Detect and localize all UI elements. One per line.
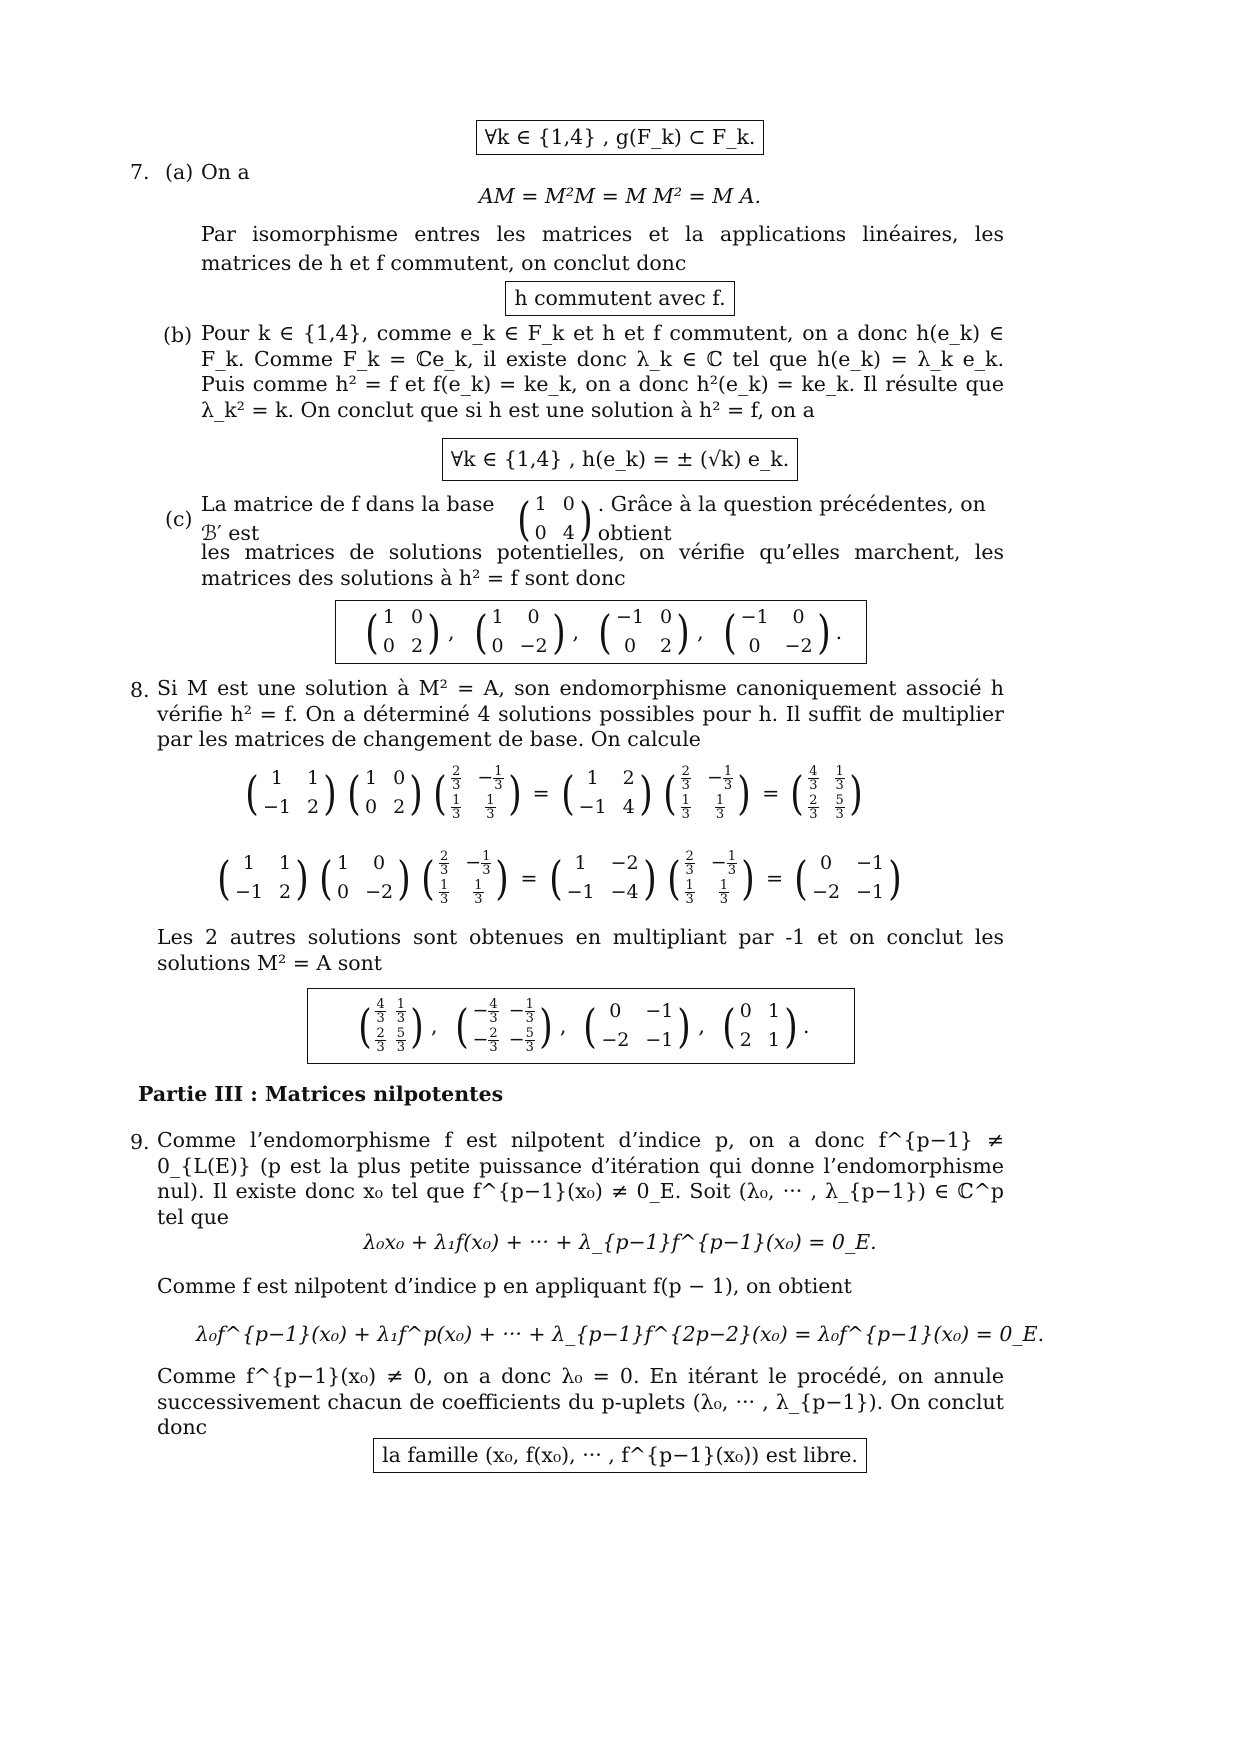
matrix-Pinv: ( $\frac{2}{3}$ − $\frac{1}{3}$ $\frac{1}{3}$ $\frac{1}{3}$ ): [421, 849, 510, 907]
q7c-text1: La matrice de f dans la base ℬ′ est: [201, 492, 495, 545]
q7c-solutions-box: ( 1 0 0 2 ) , ( 1 0 0 −2 ) , ( −1 0 0 2 ) , ( −1 0 0 −2 ) .: [335, 600, 867, 664]
q9-equation-1: λ₀x₀ + λ₁f(x₀) + ··· + λ_{p−1}f^{p−1}(x₀) = 0_E.: [363, 1230, 877, 1254]
q7b-box-wrap: [0, 438, 1240, 481]
q8-product-row-2: ( 1 1 −1 2 ) ( 1 0 0 −2 ) ( $\frac{2}{3}$ − $\frac{1}{3}$ $\frac{1}{3}$ $\frac{1}{3}$ ) = ( 1 −2 −1 −4 ) ( $\frac{2}{3}$ − $\frac{1}{3}$ $\frac{1}{3}$ $\frac{1}{3}$ ) = ( 0 −1 −2 −1 ): [212, 850, 907, 906]
q9-box: la famille (x₀, f(x₀), ··· , f^{p−1}(x₀)) est libre.: [373, 1438, 867, 1473]
matrix-result-1: ( $\frac{4}{3}$ $\frac{1}{3}$ $\frac{2}{3}$ $\frac{5}{3}$ ): [790, 764, 863, 822]
q7a-box-wrap: [0, 281, 1240, 316]
q7c-text2: . Grâce à la question précédentes, on obtient: [597, 492, 986, 545]
q9-text3: Comme f^{p−1}(x₀) ≠ 0, on a donc λ₀ = 0. En itérant le procédé, on annule successivement chacun de coefficients du p-uplets (λ₀, ··· , λ_{p−1}). On conclut donc: [157, 1364, 1004, 1439]
matrix-Pinv: ( $\frac{2}{3}$ − $\frac{1}{3}$ $\frac{1}{3}$ $\frac{1}{3}$ ): [662, 764, 751, 822]
q7a-equation: AM = M²M = M M² = M A.: [478, 184, 762, 208]
q8-product-row-1: ( 1 1 −1 2 ) ( 1 0 0 2 ) ( $\frac{2}{3}$ − $\frac{1}{3}$ $\frac{1}{3}$ $\frac{1}{3}$ ) = ( 1 2 −1 4 ) ( $\frac{2}{3}$ − $\frac{1}{3}$ $\frac{1}{3}$ $\frac{1}{3}$ ) = ( $\frac{4}{3}$ $\frac{1}{3}$ $\frac{2}{3}$ $\frac{5}{3}$ ): [240, 765, 868, 821]
matrix-cell: 0: [534, 522, 547, 544]
q8-solution-2: ( − $\frac{4}{3}$ − $\frac{1}{3}$ − $\frac{2}{3}$ − $\frac{5}{3}$ ): [454, 997, 553, 1055]
q9-equation-2: λ₀f^{p−1}(x₀) + λ₁f^p(x₀) + ··· + λ_{p−1}f^{2p−2}(x₀) = λ₀f^{p−1}(x₀) = 0_E.: [195, 1322, 1045, 1346]
q8-solutions-box: ( $\frac{4}{3}$ $\frac{1}{3}$ $\frac{2}{3}$ $\frac{5}{3}$ ) , ( − $\frac{4}{3}$ − $\frac{1}{3}$ − $\frac{2}{3}$ − $\frac{5}{3}$ ) , ( 0 −1 −2 −1 ) , ( 0 1 2 1 ) .: [307, 988, 855, 1064]
q8-solution-1: ( $\frac{4}{3}$ $\frac{1}{3}$ $\frac{2}{3}$ $\frac{5}{3}$ ): [357, 997, 424, 1055]
matrix-PD: ( 1 2 −1 4 ): [560, 766, 653, 820]
q8-text: Si M est une solution à M² = A, son endomorphisme canoniquement associé h vérifie h² = f. On a déterminé 4 solutions possibles pour h. Il suffit de multiplier par les matrices de changement de base. On calcule: [157, 676, 1004, 751]
q7b-text: Pour k ∈ {1,4}, comme e_k ∈ F_k et h et f commutent, on a donc h(e_k) ∈ F_k. Comme F_k = ℂe_k, il existe donc λ_k ∈ ℂ tel que h(e_k) = λ_k e_k. Puis comme h² = f et f(e_k) = ke_k, on a donc h²(e_k) = ke_k. Il résulte que λ_k² = k. On conclut que si h est une solution à h² = f, on a: [201, 321, 1004, 422]
paren-right: ): [579, 492, 593, 546]
q9-text1: Comme l’endomorphisme f est nilpotent d’indice p, on a donc f^{p−1} ≠ 0_{L(E)} (p est la plus petite puissance d’itération qui donne l’endomorphisme nul). Il existe donc x₀ tel que f^{p−1}(x₀) ≠ 0_E. Soit (λ₀, ··· , λ_{p−1}) ∈ ℂ^p tel que: [157, 1128, 1004, 1229]
top-result-box: ∀k ∈ {1,4} , g(F_k) ⊂ F_k.: [476, 120, 765, 155]
matrix-grid: [533, 491, 577, 547]
q8-text2: Les 2 autres solutions sont obtenues en multipliant par -1 et on conclut les solutions M² = A sont: [157, 925, 1004, 975]
q7a-intro: On a: [201, 160, 250, 184]
matrix-P: ( 1 1 −1 2 ): [217, 851, 309, 905]
q7a-box: h commutent avec f.: [505, 281, 734, 316]
part3-heading: Partie III : Matrices nilpotentes: [138, 1082, 504, 1106]
matrix-P: ( 1 1 −1 2 ): [245, 766, 337, 820]
matrix-PD: ( 1 −2 −1 −4 ): [548, 851, 657, 905]
q7a-text: Par isomorphisme entres les matrices et la applications linéaires, les matrices de h et f commutent, on conclut donc: [201, 222, 1004, 275]
q7c-solution-4: ( −1 0 0 −2 ): [722, 605, 831, 659]
q9-text2: Comme f est nilpotent d’indice p en appliquant f(p − 1), on obtient: [157, 1274, 852, 1298]
q8-solution-3: ( 0 −1 −2 −1 ): [583, 999, 692, 1053]
q7c-solution-2: ( 1 0 0 −2 ): [473, 605, 566, 659]
q7c-solution-3: ( −1 0 0 2 ): [598, 605, 690, 659]
matrix-D: ( 1 0 0 2 ): [347, 766, 423, 820]
top-result-box-wrap: [0, 120, 1240, 155]
matrix-cell: 1: [534, 493, 547, 515]
matrix-Pinv: ( $\frac{2}{3}$ − $\frac{1}{3}$ $\frac{1}{3}$ $\frac{1}{3}$ ): [433, 764, 522, 822]
q8-solution-4: ( 0 1 2 1 ): [722, 999, 798, 1053]
q7c-text3: les matrices de solutions potentielles, on vérifie qu’elles marchent, les matrices des solutions à h² = f sont donc: [201, 540, 1004, 590]
paren-left: (: [516, 492, 531, 546]
q7c-matrix-f: [515, 491, 595, 547]
q7a-label: (a): [165, 160, 194, 184]
q7-number: 7.: [130, 160, 150, 184]
matrix-D: ( 1 0 0 −2 ): [319, 851, 411, 905]
matrix-cell: 0: [562, 493, 575, 515]
q7c-label: (c): [165, 507, 193, 531]
q9-box-wrap: [0, 1438, 1240, 1473]
matrix-result-2: ( 0 −1 −2 −1 ): [794, 851, 902, 905]
matrix-Pinv: ( $\frac{2}{3}$ − $\frac{1}{3}$ $\frac{1}{3}$ $\frac{1}{3}$ ): [666, 849, 755, 907]
q8-number: 8.: [130, 678, 150, 702]
q9-number: 9.: [130, 1130, 150, 1154]
q7b-label: (b): [163, 323, 193, 347]
q7b-box: ∀k ∈ {1,4} , h(e_k) = ± (√k) e_k.: [442, 438, 798, 481]
q7c-solution-1: ( 1 0 0 2 ): [365, 605, 441, 659]
matrix-cell: 4: [562, 522, 575, 544]
